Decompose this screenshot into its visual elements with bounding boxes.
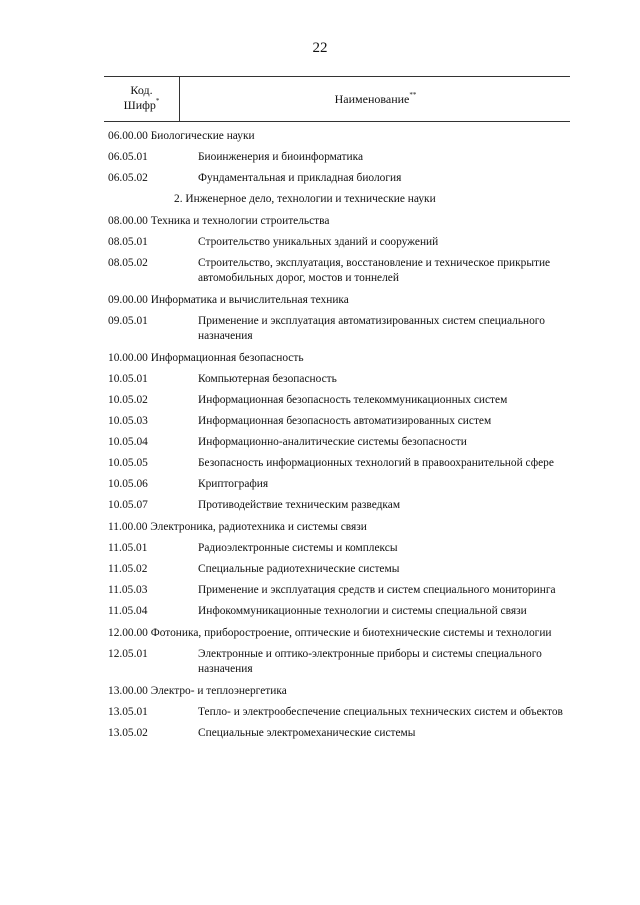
specialty-row: [108, 235, 570, 250]
specialty-name: Биоинженерия и биоинформатика: [198, 151, 364, 163]
group-heading: 09.00.00 Информатика и вычислительная техника: [108, 294, 349, 306]
specialty-code: 12.05.01: [108, 648, 148, 660]
specialty-code: 11.05.03: [108, 584, 148, 596]
specialty-name: Строительство, эксплуатация, восстановление и техническое прикрытие автомобильных дорог, мостов и тоннелей: [198, 257, 551, 284]
specialty-name: Инфокоммуникационные технологии и системы специальной связи: [198, 605, 527, 617]
specialty-name: Радиоэлектронные системы и комплексы: [198, 542, 398, 554]
table-header: [104, 76, 570, 122]
code-header-line1: Код.: [130, 83, 153, 97]
specialty-row: [108, 256, 570, 286]
code-header-footnote-mark: *: [155, 97, 160, 105]
code-header-line2: Шифр: [123, 98, 156, 112]
specialty-code: 06.05.01: [108, 151, 148, 163]
specialty-row: [108, 498, 570, 513]
group-heading: 13.00.00 Электро- и теплоэнергетика: [108, 685, 287, 697]
specialty-name: Применение и эксплуатация автоматизированных систем специального назначения: [198, 315, 545, 342]
specialty-code: 06.05.02: [108, 172, 148, 184]
specialty-row: [108, 705, 570, 720]
specialty-name: Специальные радиотехнические системы: [198, 563, 400, 575]
group-heading: 10.00.00 Информационная безопасность: [108, 352, 304, 364]
specialty-row: [108, 562, 570, 577]
group-heading: 12.00.00 Фотоника, приборостроение, оптические и биотехнические системы и технологии: [108, 627, 552, 639]
code-column-header: [104, 77, 180, 121]
group-heading: 11.00.00 Электроника, радиотехника и системы связи: [108, 521, 367, 533]
specialty-list: [108, 122, 570, 741]
specialty-name: Тепло- и электрообеспечение специальных технических систем и объектов: [198, 706, 563, 718]
specialty-row: [108, 314, 570, 344]
specialty-code: 10.05.04: [108, 436, 148, 448]
specialty-code: 11.05.01: [108, 542, 148, 554]
specialty-name: Строительство уникальных зданий и сооружений: [198, 236, 439, 248]
specialty-code: 08.05.02: [108, 257, 148, 269]
specialty-name: Информационно-аналитические системы безопасности: [198, 436, 467, 448]
specialty-code: 11.05.02: [108, 563, 148, 575]
specialty-name: Компьютерная безопасность: [198, 373, 337, 385]
specialty-code: 10.05.03: [108, 415, 148, 427]
specialty-code: 10.05.05: [108, 457, 148, 469]
specialty-code: 10.05.01: [108, 373, 148, 385]
name-header-footnote-mark: **: [409, 91, 417, 99]
specialty-code: 11.05.04: [108, 605, 148, 617]
specialty-row: [108, 583, 570, 598]
specialty-name: Применение и эксплуатация средств и систем специального мониторинга: [198, 584, 556, 596]
specialty-name: Криптография: [198, 478, 269, 490]
specialty-code: 13.05.01: [108, 706, 148, 718]
specialty-code: 10.05.07: [108, 499, 148, 511]
specialty-row: [108, 150, 570, 165]
specialty-code: 13.05.02: [108, 727, 148, 739]
name-column-header: [181, 77, 570, 121]
group-heading: 06.00.00 Биологические науки: [108, 130, 255, 142]
specialty-name: Информационная безопасность автоматизированных систем: [198, 415, 492, 427]
specialty-row: [108, 372, 570, 387]
area-heading: 2. Инженерное дело, технологии и технические науки: [174, 193, 436, 205]
specialty-row: [108, 456, 570, 471]
specialty-name: Специальные электромеханические системы: [198, 727, 416, 739]
specialty-row: [108, 647, 570, 677]
specialty-row: [108, 393, 570, 408]
specialty-row: [108, 171, 570, 186]
specialty-code: 09.05.01: [108, 315, 148, 327]
specialty-name: Информационная безопасность телекоммуникационных систем: [198, 394, 508, 406]
name-header-label: Наименование: [334, 92, 410, 106]
specialty-name: Противодействие техническим разведкам: [198, 499, 401, 511]
specialty-row: [108, 477, 570, 492]
specialty-row: [108, 414, 570, 429]
specialty-name: Безопасность информационных технологий в правоохранительной сфере: [198, 457, 554, 469]
specialty-code: 10.05.06: [108, 478, 148, 490]
specialty-row: [108, 435, 570, 450]
specialty-row: [108, 604, 570, 619]
specialty-name: Фундаментальная и прикладная биология: [198, 172, 402, 184]
group-heading: 08.00.00 Техника и технологии строительства: [108, 215, 330, 227]
code-header-line2-wrap: [104, 98, 179, 113]
page-number: 22: [312, 40, 328, 56]
specialty-code: 08.05.01: [108, 236, 148, 248]
specialty-code: 10.05.02: [108, 394, 148, 406]
specialty-row: [108, 541, 570, 556]
specialty-name: Электронные и оптико-электронные приборы и системы специального назначения: [198, 648, 542, 675]
specialty-row: [108, 726, 570, 741]
